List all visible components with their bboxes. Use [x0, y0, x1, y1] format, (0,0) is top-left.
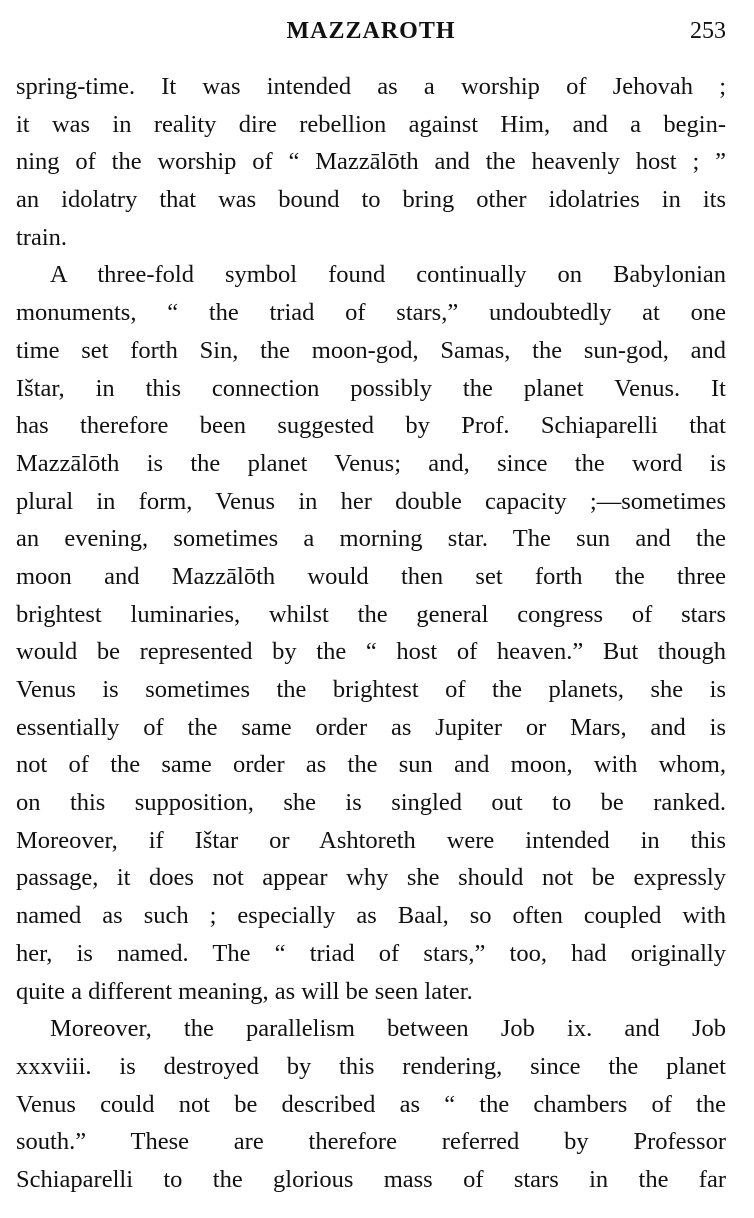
text-line: not of the same order as the sun and moon, with whom, — [16, 751, 726, 779]
text-line: xxxviii. is destroyed by this rendering, since the planet — [16, 1052, 726, 1080]
text-line: on this supposition, she is singled out to be ranked. — [16, 789, 726, 817]
text-line: an idolatry that was bound to bring other idolatries in its — [16, 186, 726, 214]
text-line: monuments, “ the triad of stars,” undoubtedly at one — [16, 299, 726, 327]
text-line: has therefore been suggested by Prof. Schiaparelli that — [16, 412, 726, 440]
text-line: passage, it does not appear why she should not be expressly — [16, 864, 726, 892]
text-line: time set forth Sin, the moon-god, Samas, the sun-god, and — [16, 336, 726, 364]
text-line: ning of the worship of “ Mazzālōth and the heavenly host ; ” — [16, 148, 726, 176]
paragraph-3 — [16, 1010, 726, 1198]
text-line: brightest luminaries, whilst the general congress of stars — [16, 600, 726, 628]
text-line: Schiaparelli to the glorious mass of stars in the far — [16, 1165, 726, 1193]
text-line: Venus could not be described as “ the chambers of the — [16, 1090, 726, 1118]
text-line: her, is named. The “ triad of stars,” too, had originally — [16, 939, 726, 967]
page-number: 253 — [690, 18, 726, 44]
body-text — [16, 68, 726, 1199]
paragraph-2 — [16, 256, 726, 1010]
text-line: an evening, sometimes a morning star. The sun and the — [16, 525, 726, 553]
text-line: A three-fold symbol found continually on Babylonian — [50, 261, 726, 289]
text-line: Mazzālōth is the planet Venus; and, since the word is — [16, 449, 726, 477]
text-line: south.” These are therefore referred by Professor — [16, 1128, 726, 1156]
text-line: spring-time. It was intended as a worship of Jehovah ; — [16, 73, 726, 100]
text-line: Moreover, if Ištar or Ashtoreth were intended in this — [16, 826, 726, 854]
text-line: Ištar, in this connection possibly the planet Venus. It — [16, 374, 726, 402]
paragraph-1 — [16, 68, 726, 256]
text-line: it was in reality dire rebellion against Him, and a begin- — [16, 110, 726, 138]
text-line: plural in form, Venus in her double capacity ;—sometimes — [16, 487, 726, 515]
text-line: would be represented by the “ host of heaven.” But though — [16, 638, 726, 666]
running-head — [16, 14, 726, 48]
running-title: MAZZAROTH — [286, 18, 456, 44]
text-line: essentially of the same order as Jupiter or Mars, and is — [16, 713, 726, 741]
text-line: quite a different meaning, as will be seen later. — [16, 977, 473, 1005]
text-line: train. — [16, 223, 68, 251]
text-line: Moreover, the parallelism between Job ix. and Job — [50, 1015, 726, 1043]
text-line: named as such ; especially as Baal, so often coupled with — [16, 902, 726, 930]
text-line: moon and Mazzālōth would then set forth the three — [16, 562, 726, 590]
text-line: Venus is sometimes the brightest of the planets, she is — [16, 676, 726, 703]
